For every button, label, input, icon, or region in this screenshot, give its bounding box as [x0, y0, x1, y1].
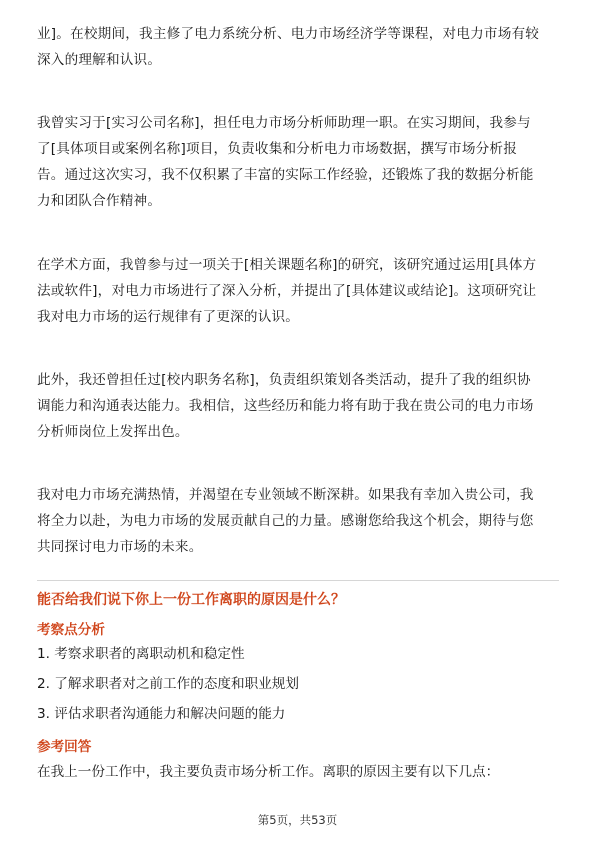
answer-text: 在我上一份工作中，我主要负责市场分析工作。离职的原因主要有以下几点： — [37, 764, 500, 780]
paragraph-closing: 我对电力市场充满热情，并渴望在专业领域不断深耕。如果我有幸加入贵公司，我 将全力以赴，为电力市场的发展贡献自己的力量。感谢您给我这个机会，期待与您 共同探讨电力市场的未来。 — [37, 487, 534, 555]
paragraph-campus-role: 此外，我还曾担任过[校内职务名称]，负责组织策划各类活动，提升了我的组织协 调能力和沟通表达能力。我相信，这些经历和能力将有助于我在贵公司的电力市场 分析师岗位上发挥出色。 — [37, 372, 534, 440]
paragraph-internship: 我曾实习于[实习公司名称]，担任电力市场分析师助理一职。在实习期间，我参与 了[具体项目或案例名称]项目，负责收集和分析电力市场数据，撰写市场分析报 告。通过这次实习，我不仅积累了丰富的实际工作经验，还锻炼了我的数据分析能 力和团队合作精神。 — [37, 115, 534, 209]
interview-question: 能否给我们说下你上一份工作离职的原因是什么？ — [37, 592, 345, 608]
page-number-footer: 第5页，共53页 — [257, 813, 338, 827]
answer-title: 参考回答 — [37, 739, 92, 755]
section-divider — [37, 580, 559, 581]
paragraph-research: 在学术方面，我曾参与过一项关于[相关课题名称]的研究，该研究通过运用[具体方 法或软件]，对电力市场进行了深入分析，并提出了[具体建议或结论]。这项研究让 我对电力市场的运行规律有了更深的认识。 — [37, 257, 537, 325]
analysis-title: 考察点分析 — [37, 622, 105, 638]
analysis-item-3: 3. 评估求职者沟通能力和解决问题的能力 — [37, 706, 286, 722]
paragraph-education: 业]。在校期间，我主修了电力系统分析、电力市场经济学等课程，对电力市场有较 深入的理解和认识。 — [37, 26, 540, 68]
analysis-item-2: 2. 了解求职者对之前工作的态度和职业规划 — [37, 676, 299, 692]
analysis-item-1: 1. 考察求职者的离职动机和稳定性 — [37, 646, 245, 662]
